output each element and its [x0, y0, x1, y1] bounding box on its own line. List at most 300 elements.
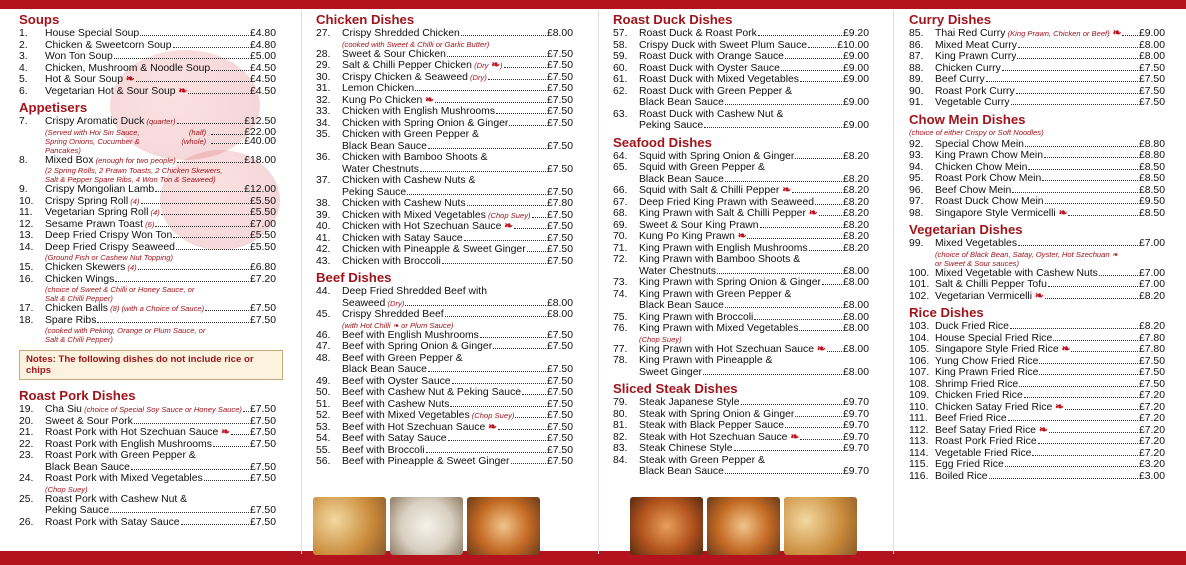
- menu-item[interactable]: [909, 185, 1165, 197]
- menu-item[interactable]: [909, 344, 1165, 356]
- item-number: 13.: [19, 230, 34, 241]
- item-price: £7.20: [1138, 390, 1165, 401]
- menu-section: [316, 270, 573, 468]
- item-price: £4.80: [249, 28, 276, 39]
- menu-item[interactable]: [909, 150, 1165, 162]
- item-price: £8.00: [546, 28, 573, 39]
- menu-item[interactable]: [316, 309, 573, 321]
- menu-item[interactable]: [316, 95, 573, 107]
- leader-dots: [428, 371, 546, 372]
- menu-item[interactable]: [316, 28, 573, 40]
- item-name: Vegetable Curry: [935, 97, 1010, 108]
- section-title: Seafood Dishes: [613, 134, 712, 150]
- item-price: £7.50: [546, 60, 573, 71]
- menu-item[interactable]: [909, 291, 1165, 303]
- menu-item[interactable]: [316, 422, 573, 434]
- item-name: Mixed Vegetable with Cashew Nuts: [935, 267, 1098, 279]
- item-name: Chicken with Satay Sauce: [342, 232, 463, 244]
- item-name: Crispy Shredded Chicken: [342, 28, 460, 39]
- menu-item[interactable]: [613, 109, 869, 121]
- menu-item[interactable]: [19, 51, 276, 63]
- notice-box: Notes: The following dishes do not include rice or chips: [19, 350, 283, 380]
- menu-item[interactable]: [613, 312, 869, 324]
- item-number: 12.: [19, 218, 34, 230]
- menu-item[interactable]: [316, 376, 573, 388]
- item-name: Steak with Black Pepper Sauce: [639, 420, 784, 431]
- menu-item[interactable]: [909, 425, 1165, 437]
- menu-item[interactable]: [613, 243, 869, 255]
- menu-item[interactable]: [316, 221, 573, 233]
- item-number: 106.: [909, 355, 930, 367]
- leader-dots: [822, 284, 842, 285]
- item-subnote: [19, 253, 276, 262]
- item-price: £9.70: [842, 397, 869, 408]
- leader-dots: [452, 383, 546, 384]
- menu-item[interactable]: [909, 459, 1165, 471]
- menu-item[interactable]: [613, 289, 869, 301]
- item-price: £12.00: [244, 184, 276, 195]
- menu-item[interactable]: [19, 196, 276, 208]
- menu-item[interactable]: [613, 432, 869, 444]
- menu-item[interactable]: [19, 427, 276, 439]
- menu-item[interactable]: [909, 321, 1165, 333]
- menu-item[interactable]: [613, 355, 869, 367]
- leader-dots: [1048, 286, 1138, 287]
- menu-item[interactable]: [316, 118, 573, 130]
- leader-dots: [428, 148, 546, 149]
- item-name: Roast Pork with Green Pepper &: [45, 450, 196, 461]
- fried-dish-photo: [784, 497, 857, 555]
- menu-item[interactable]: [613, 185, 869, 197]
- item-price: £7.50: [546, 163, 573, 175]
- item-name: King Prawn with Salt & Chilli Pepper ❧: [639, 208, 818, 219]
- menu-item[interactable]: [19, 184, 276, 196]
- item-name: King Prawn with Green Pepper &: [639, 288, 792, 300]
- item-number: 82.: [613, 431, 628, 443]
- item-name: King Prawn Chow Mein: [935, 150, 1043, 161]
- item-number: 36.: [316, 152, 331, 163]
- menu-item[interactable]: [613, 151, 869, 163]
- item-price: £7.50: [546, 398, 573, 410]
- item-subnote-text: Salt & Chilli Pepper): [45, 335, 113, 344]
- item-price: £9.00: [842, 74, 869, 85]
- item-price: £7.50: [546, 456, 573, 467]
- item-subnote-text: (Chop Suey): [639, 334, 682, 344]
- item-number: 8.: [19, 154, 28, 166]
- item-subnote: [909, 250, 1165, 259]
- item-number: 28.: [316, 48, 331, 60]
- item-number: 100.: [909, 267, 930, 279]
- menu-item[interactable]: [909, 379, 1165, 391]
- leader-dots: [1039, 374, 1138, 375]
- leader-dots: [741, 404, 842, 405]
- item-number: 98.: [909, 207, 924, 219]
- menu-item[interactable]: [19, 207, 276, 219]
- item-name: Vegetarian Spring Roll (4): [45, 207, 160, 218]
- menu-item[interactable]: [909, 448, 1165, 460]
- menu-item[interactable]: [909, 97, 1165, 109]
- item-subnote: [19, 146, 276, 155]
- menu-item[interactable]: [19, 219, 276, 231]
- item-number: 113.: [909, 436, 929, 447]
- item-price: £6.80: [249, 262, 276, 273]
- leader-dots: [827, 351, 842, 352]
- item-name: Won Ton Soup: [45, 51, 113, 62]
- item-price: £7.50: [546, 255, 573, 267]
- item-name: Singapore Style Vermicelli ❧: [935, 207, 1068, 219]
- top-accent-bar: [0, 0, 1186, 9]
- item-name: Chicken with Spring Onion & Ginger: [342, 117, 509, 129]
- item-name: Deep Fried Crispy Won Ton: [45, 230, 173, 241]
- menu-item[interactable]: [613, 409, 869, 421]
- item-subnote-text: (cooked with Sweet & Chilli or Garlic Butter): [342, 39, 490, 49]
- menu-item-line2: [316, 364, 573, 376]
- menu-item[interactable]: [316, 341, 573, 353]
- menu-item[interactable]: [909, 162, 1165, 174]
- menu-item[interactable]: [316, 410, 573, 422]
- item-price: £7.50: [546, 410, 573, 421]
- menu-item-line2: [613, 266, 869, 278]
- menu-item[interactable]: [19, 63, 276, 75]
- menu-item[interactable]: [316, 152, 573, 164]
- menu-item[interactable]: [19, 274, 276, 286]
- menu-item[interactable]: [909, 367, 1165, 379]
- menu-item[interactable]: [19, 74, 276, 86]
- item-subnote: [19, 294, 276, 303]
- item-name: Beef Fried Rice: [935, 413, 1007, 424]
- leader-dots: [1065, 409, 1138, 410]
- menu-item[interactable]: [909, 268, 1165, 280]
- menu-section: [19, 100, 276, 344]
- item-name: Roast Pork Chow Mein: [935, 173, 1042, 184]
- menu-item[interactable]: [316, 49, 573, 61]
- menu-item[interactable]: [613, 344, 869, 356]
- menu-item[interactable]: [19, 416, 276, 428]
- item-name: House Special Soup: [45, 28, 140, 39]
- item-price: £8.00: [546, 297, 573, 309]
- menu-item[interactable]: [613, 208, 869, 220]
- menu-item[interactable]: [316, 387, 573, 399]
- item-number: 68.: [613, 208, 628, 219]
- item-number: 31.: [316, 83, 331, 94]
- menu-item[interactable]: [316, 129, 573, 141]
- item-number: 41.: [316, 232, 331, 244]
- leader-dots: [442, 263, 546, 264]
- menu-item[interactable]: [909, 74, 1165, 86]
- menu-item[interactable]: [316, 198, 573, 210]
- item-price: £7.50: [546, 94, 573, 106]
- menu-item[interactable]: [19, 303, 276, 315]
- chili-icon: ❧: [122, 74, 135, 85]
- menu-item[interactable]: [316, 244, 573, 256]
- item-number: 70.: [613, 231, 628, 242]
- item-price: £5.00: [249, 51, 276, 62]
- item-note: (4): [148, 208, 160, 217]
- menu-item[interactable]: [19, 155, 276, 167]
- menu-item[interactable]: [19, 404, 276, 416]
- item-price: £7.80: [546, 198, 573, 209]
- chili-icon: ❧: [501, 221, 514, 232]
- menu-item[interactable]: [19, 494, 276, 506]
- item-number: 67.: [613, 196, 628, 208]
- menu-item[interactable]: [613, 40, 869, 52]
- item-note: (4): [128, 196, 140, 206]
- item-number: 66.: [613, 185, 628, 196]
- menu-item-line2: [19, 505, 276, 517]
- item-name-cont: Black Bean Sauce: [639, 97, 724, 108]
- item-subnote-text: (cooked with Peking, Orange or Plum Sauce, or: [45, 326, 206, 335]
- menu-item[interactable]: [316, 83, 573, 95]
- item-subnote: [909, 259, 1165, 268]
- menu-item[interactable]: [909, 63, 1165, 75]
- item-price: £4.50: [249, 85, 276, 97]
- item-note: (4): [125, 263, 137, 272]
- menu-item[interactable]: [613, 397, 869, 409]
- item-price: £7.50: [249, 415, 276, 427]
- menu-item[interactable]: [19, 28, 276, 40]
- item-number: 16.: [19, 273, 34, 285]
- menu-item[interactable]: [613, 254, 869, 266]
- menu-column-2: [316, 12, 573, 552]
- item-name: King Prawn with Broccoli: [639, 311, 754, 323]
- section-title: Roast Duck Dishes: [613, 12, 733, 27]
- item-name: Roast Duck with Orange Sauce: [639, 51, 784, 62]
- item-price: £7.50: [249, 303, 276, 314]
- item-name: Beef with Mixed Vegetables (Chop Suey): [342, 410, 515, 421]
- leader-dots: [155, 191, 243, 192]
- menu-item[interactable]: [909, 471, 1165, 483]
- bottom-accent-bar: [0, 551, 1186, 565]
- leader-dots: [1044, 157, 1138, 158]
- menu-item[interactable]: [613, 455, 869, 467]
- menu-item[interactable]: [909, 413, 1165, 425]
- menu-section: [909, 112, 1165, 220]
- menu-item[interactable]: [613, 63, 869, 75]
- item-price: £8.50: [1138, 184, 1165, 196]
- item-name: Salt & Chilli Pepper Chicken (Dry ❧): [342, 60, 503, 71]
- item-number: 33.: [316, 106, 331, 117]
- item-name: King Prawn with Spring Onion & Ginger: [639, 277, 821, 288]
- menu-item[interactable]: [19, 450, 276, 462]
- item-number: 21.: [19, 427, 34, 438]
- menu-item[interactable]: [316, 330, 573, 342]
- menu-item[interactable]: [613, 197, 869, 209]
- item-price: £8.00: [842, 265, 869, 277]
- item-name: Roast Pork with English Mushrooms: [45, 438, 212, 450]
- menu-item-line2: [613, 367, 869, 379]
- item-number: 108.: [909, 378, 930, 390]
- leader-dots: [522, 394, 546, 395]
- menu-item[interactable]: [909, 436, 1165, 448]
- item-price: £7.50: [249, 516, 276, 528]
- leader-dots: [243, 411, 249, 412]
- menu-item[interactable]: [19, 262, 276, 274]
- menu-item[interactable]: [316, 286, 573, 298]
- item-price: £8.20: [1138, 321, 1165, 332]
- menu-item[interactable]: [613, 28, 869, 40]
- item-subnote-text: Salt & Pepper Spare Ribs, 4 Won Ton & Seaweed): [45, 175, 216, 184]
- item-number: 94.: [909, 161, 924, 173]
- item-number: 10.: [19, 195, 34, 207]
- menu-item[interactable]: [316, 353, 573, 365]
- item-price: £7.50: [546, 186, 573, 198]
- item-note: (quarter): [144, 117, 176, 126]
- item-number: 90.: [909, 85, 924, 97]
- menu-item[interactable]: [613, 74, 869, 86]
- item-price: £8.20: [1138, 290, 1165, 302]
- menu-item[interactable]: [909, 28, 1165, 40]
- leader-dots: [1071, 351, 1138, 352]
- item-name: Vegetarian Vermicelli ❧: [935, 290, 1044, 302]
- menu-item[interactable]: [613, 51, 869, 63]
- item-note: (Dry): [385, 298, 405, 308]
- item-number: 39.: [316, 209, 331, 221]
- leader-dots: [1028, 169, 1138, 170]
- menu-item[interactable]: [613, 220, 869, 232]
- menu-item[interactable]: [613, 162, 869, 174]
- item-price: £7.50: [1138, 74, 1165, 85]
- chili-icon: ❧: [805, 208, 818, 219]
- item-price: £7.00: [1138, 279, 1165, 290]
- menu-item[interactable]: [613, 420, 869, 432]
- menu-item[interactable]: [909, 173, 1165, 185]
- item-price: £7.50: [249, 438, 276, 450]
- item-subnote-text: Spring Onions, Cucumber &: [45, 136, 140, 146]
- item-note: (Chop Suey): [485, 210, 531, 220]
- menu-item[interactable]: [909, 390, 1165, 402]
- item-price: £7.50: [546, 221, 573, 232]
- item-price: £7.50: [1138, 85, 1165, 97]
- menu-item[interactable]: [316, 456, 573, 468]
- leader-dots: [1099, 275, 1138, 276]
- leader-dots: [704, 127, 842, 128]
- menu-item[interactable]: [909, 196, 1165, 208]
- item-price: £7.00: [249, 218, 276, 230]
- item-name: Chicken Balls (8) (with a Choice of Sauce): [45, 303, 205, 314]
- menu-item[interactable]: [909, 356, 1165, 368]
- menu-item[interactable]: [19, 86, 276, 98]
- menu-item[interactable]: [909, 51, 1165, 63]
- item-name: Mixed Meat Curry: [935, 39, 1017, 51]
- item-number: 114.: [909, 447, 929, 459]
- menu-item[interactable]: [19, 116, 276, 128]
- menu-item[interactable]: [613, 323, 869, 335]
- item-price: £7.50: [546, 209, 573, 221]
- menu-item[interactable]: [909, 333, 1165, 345]
- menu-item[interactable]: [316, 72, 573, 84]
- menu-item[interactable]: [909, 279, 1165, 291]
- leader-dots: [450, 406, 546, 407]
- item-number: 53.: [316, 421, 331, 433]
- leader-dots: [498, 429, 546, 430]
- item-note: (choice of Special Soy Sauce or Honey Sauce): [81, 405, 242, 414]
- menu-item[interactable]: [19, 517, 276, 529]
- item-name: Yung Chow Fried Rice: [935, 355, 1039, 367]
- menu-item[interactable]: [316, 106, 573, 118]
- item-subnote: [613, 335, 869, 344]
- menu-item[interactable]: [316, 60, 573, 72]
- item-name: Deep Fried Shredded Beef with: [342, 286, 487, 297]
- item-number: 86.: [909, 39, 924, 51]
- item-number: 25.: [19, 493, 34, 505]
- menu-item[interactable]: [909, 40, 1165, 52]
- menu-item[interactable]: [909, 139, 1165, 151]
- menu-item[interactable]: [613, 443, 869, 455]
- item-name: Roast Duck with Mixed Vegetables: [639, 74, 799, 85]
- menu-item[interactable]: [19, 439, 276, 451]
- menu-item[interactable]: [909, 86, 1165, 98]
- menu-item[interactable]: [909, 238, 1165, 250]
- item-name: Crispy Mongolian Lamb: [45, 184, 155, 195]
- item-price: £7.50: [249, 314, 276, 326]
- item-number: 22.: [19, 438, 34, 450]
- item-price: £18.00: [244, 154, 276, 166]
- item-name: Shrimp Fried Rice: [935, 378, 1019, 390]
- item-name: Boiled Rice: [935, 470, 988, 482]
- item-name: Chicken with Hot Szechuan Sauce ❧: [342, 221, 514, 232]
- section-title: Chow Mein Dishes: [909, 111, 1026, 127]
- item-number: 93.: [909, 150, 924, 161]
- item-price: £9.70: [842, 466, 869, 477]
- menu-item[interactable]: [316, 256, 573, 268]
- item-number: 44.: [316, 286, 331, 297]
- menu-item[interactable]: [316, 399, 573, 411]
- item-price: £9.00: [1138, 28, 1165, 39]
- leader-dots: [511, 463, 546, 464]
- item-price: £5.50: [249, 207, 276, 218]
- item-price: £8.00: [842, 311, 869, 323]
- menu-item[interactable]: [909, 402, 1165, 414]
- leader-dots: [815, 204, 842, 205]
- menu-section: [613, 12, 869, 132]
- menu-item[interactable]: [316, 175, 573, 187]
- leader-dots: [703, 374, 842, 375]
- menu-item[interactable]: [19, 230, 276, 242]
- item-price: £5.50: [249, 241, 276, 253]
- menu-item[interactable]: [19, 242, 276, 254]
- menu-item[interactable]: [316, 433, 573, 445]
- item-name: Roast Duck with Cashew Nut &: [639, 108, 784, 120]
- menu-item[interactable]: [909, 208, 1165, 220]
- leader-dots: [1045, 298, 1138, 299]
- leader-dots: [725, 307, 842, 308]
- leader-dots: [1024, 397, 1138, 398]
- item-number: 87.: [909, 51, 924, 62]
- menu-item[interactable]: [613, 86, 869, 98]
- chilli-dish-photo: [630, 497, 703, 555]
- item-name: Beef with Spring Onion & Ginger: [342, 341, 493, 352]
- menu-item[interactable]: [613, 231, 869, 243]
- menu-item[interactable]: [19, 40, 276, 52]
- menu-item[interactable]: [316, 233, 573, 245]
- item-price: £7.20: [1138, 447, 1165, 459]
- item-number: 51.: [316, 398, 331, 410]
- menu-item[interactable]: [613, 277, 869, 289]
- item-subnote: [316, 40, 573, 49]
- item-name: Chicken Satay Fried Rice ❧: [935, 401, 1064, 413]
- item-name-cont: Water Chestnuts: [639, 265, 716, 277]
- leader-dots: [1122, 35, 1138, 36]
- item-number: 84.: [613, 454, 628, 466]
- menu-item[interactable]: [316, 210, 573, 222]
- chili-icon: ❧: [1032, 290, 1044, 302]
- menu-item[interactable]: [19, 315, 276, 327]
- menu-item[interactable]: [19, 473, 276, 485]
- menu-item[interactable]: [316, 445, 573, 457]
- leader-dots: [420, 171, 546, 172]
- item-price: £8.50: [1138, 161, 1165, 173]
- item-number: 71.: [613, 242, 628, 254]
